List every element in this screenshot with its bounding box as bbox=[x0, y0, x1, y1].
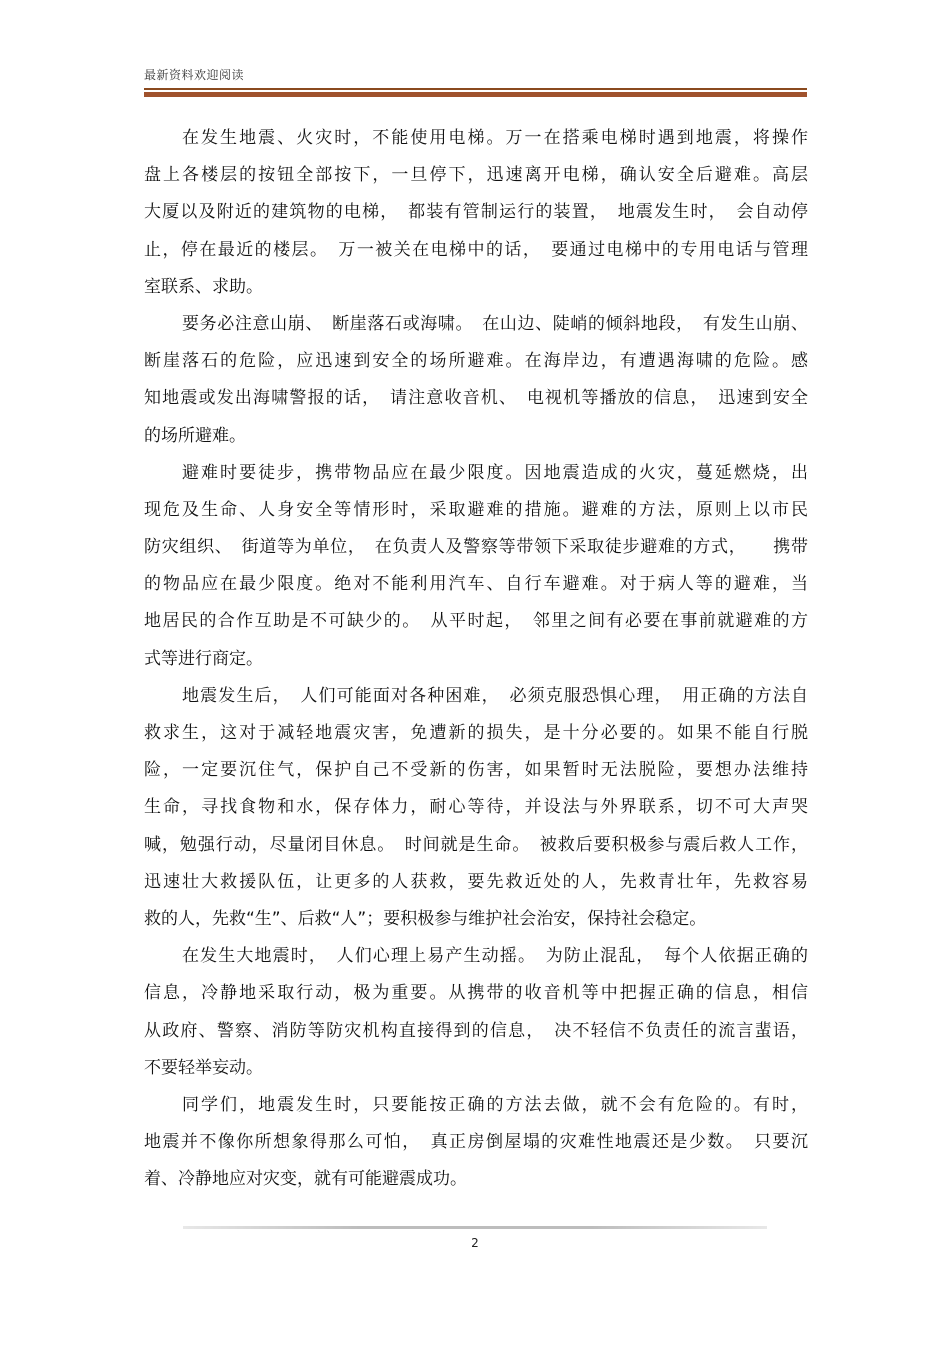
paragraph-line: 生命，寻找食物和水，保存体力，耐心等待，并设法与外界联系，切不可大声哭 bbox=[144, 797, 808, 818]
paragraph-line: 从政府、警察、消防等防灾机构直接得到的信息， 决不轻信不负责任的流言蜚语， bbox=[144, 1020, 808, 1041]
paragraph bbox=[144, 455, 808, 678]
paragraph-line: 现危及生命、人身安全等情形时，采取避难的措施。避难的方法，原则上以市民 bbox=[144, 499, 808, 520]
document-body bbox=[144, 120, 808, 1198]
paragraph-line: 地震并不像你所想象得那么可怕， 真正房倒屋塌的灾难性地震还是少数。 只要沉 bbox=[144, 1132, 808, 1153]
paragraph-line: 救的人，先救“生”、后救“人”；要积极参与维护社会治安，保持社会稳定。 bbox=[144, 908, 707, 929]
page-number: 2 bbox=[471, 1236, 479, 1250]
paragraph-line: 防灾组织、 街道等为单位， 在负责人及警察等带领下采取徒步避难的方式， 携带 bbox=[144, 537, 808, 558]
paragraph-line: 的物品应在最少限度。绝对不能利用汽车、自行车避难。对于病人等的避难，当 bbox=[144, 574, 808, 595]
paragraph-line: 要务必注意山崩、 断崖落石或海啸。 在山边、陡峭的倾斜地段， 有发生山崩、 bbox=[182, 313, 808, 334]
paragraph-line: 在发生大地震时， 人们心理上易产生动摇。 为防止混乱， 每个人依据正确的 bbox=[182, 946, 808, 967]
paragraph-line: 避难时要徒步，携带物品应在最少限度。因地震造成的火灾，蔓延燃烧，出 bbox=[182, 462, 808, 483]
paragraph-line: 在发生地震、火灾时，不能使用电梯。万一在搭乘电梯时遇到地震，将操作 bbox=[182, 128, 808, 148]
paragraph-line: 知地震或发出海啸警报的话， 请注意收音机、 电视机等播放的信息， 迅速到安全 bbox=[144, 388, 808, 409]
header-divider-thin bbox=[144, 88, 807, 90]
paragraph-line: 的场所避难。 bbox=[144, 425, 246, 446]
paragraph-line: 信息，冷静地采取行动，极为重要。从携带的收音机等中把握正确的信息，相信 bbox=[144, 983, 808, 1004]
header-divider-thick bbox=[144, 92, 807, 97]
paragraph-line: 室联系、求助。 bbox=[144, 276, 263, 297]
paragraph bbox=[144, 938, 808, 1087]
footer-divider bbox=[183, 1226, 767, 1229]
paragraph-line: 止，停在最近的楼层。 万一被关在电梯中的话， 要通过电梯中的专用电话与管理 bbox=[144, 239, 808, 260]
paragraph-line: 险，一定要沉住气，保护自己不受新的伤害，如果暂时无法脱险，要想办法维持 bbox=[144, 760, 808, 781]
paragraph-line: 地居民的合作互助是不可缺少的。 从平时起， 邻里之间有必要在事前就避难的方 bbox=[144, 611, 808, 632]
paragraph-line: 喊，勉强行动，尽量闭目休息。 时间就是生命。 被救后要积极参与震后救人工作， bbox=[144, 834, 808, 855]
paragraph-line: 同学们，地震发生时，只要能按正确的方法去做，就不会有危险的。有时， bbox=[182, 1094, 808, 1115]
header-title: 最新资料欢迎阅读 bbox=[144, 68, 245, 82]
paragraph-line: 断崖落石的危险，应迅速到安全的场所避难。在海岸边，有遭遇海啸的危险。感 bbox=[144, 351, 808, 372]
paragraph-line: 盘上各楼层的按钮全部按下，一旦停下，迅速离开电梯，确认安全后避难。高层 bbox=[144, 165, 808, 186]
paragraph-line: 迅速壮大救援队伍，让更多的人获救，要先救近处的人，先救青壮年，先救容易 bbox=[144, 871, 808, 892]
paragraph-line: 式等进行商定。 bbox=[144, 648, 263, 669]
paragraph-line: 着、冷静地应对灾变，就有可能避震成功。 bbox=[144, 1169, 467, 1190]
paragraph bbox=[144, 120, 808, 306]
paragraph-line: 地震发生后， 人们可能面对各种困难， 必须克服恐惧心理， 用正确的方法自 bbox=[182, 685, 808, 706]
paragraph-line: 救求生，这对于减轻地震灾害，免遭新的损失，是十分必要的。如果不能自行脱 bbox=[144, 723, 808, 743]
paragraph bbox=[144, 306, 808, 455]
paragraph bbox=[144, 678, 808, 938]
paragraph bbox=[144, 1087, 808, 1199]
paragraph-line: 不要轻举妄动。 bbox=[144, 1057, 263, 1078]
paragraph-line: 大厦以及附近的建筑物的电梯， 都装有管制运行的装置， 地震发生时， 会自动停 bbox=[144, 202, 808, 223]
